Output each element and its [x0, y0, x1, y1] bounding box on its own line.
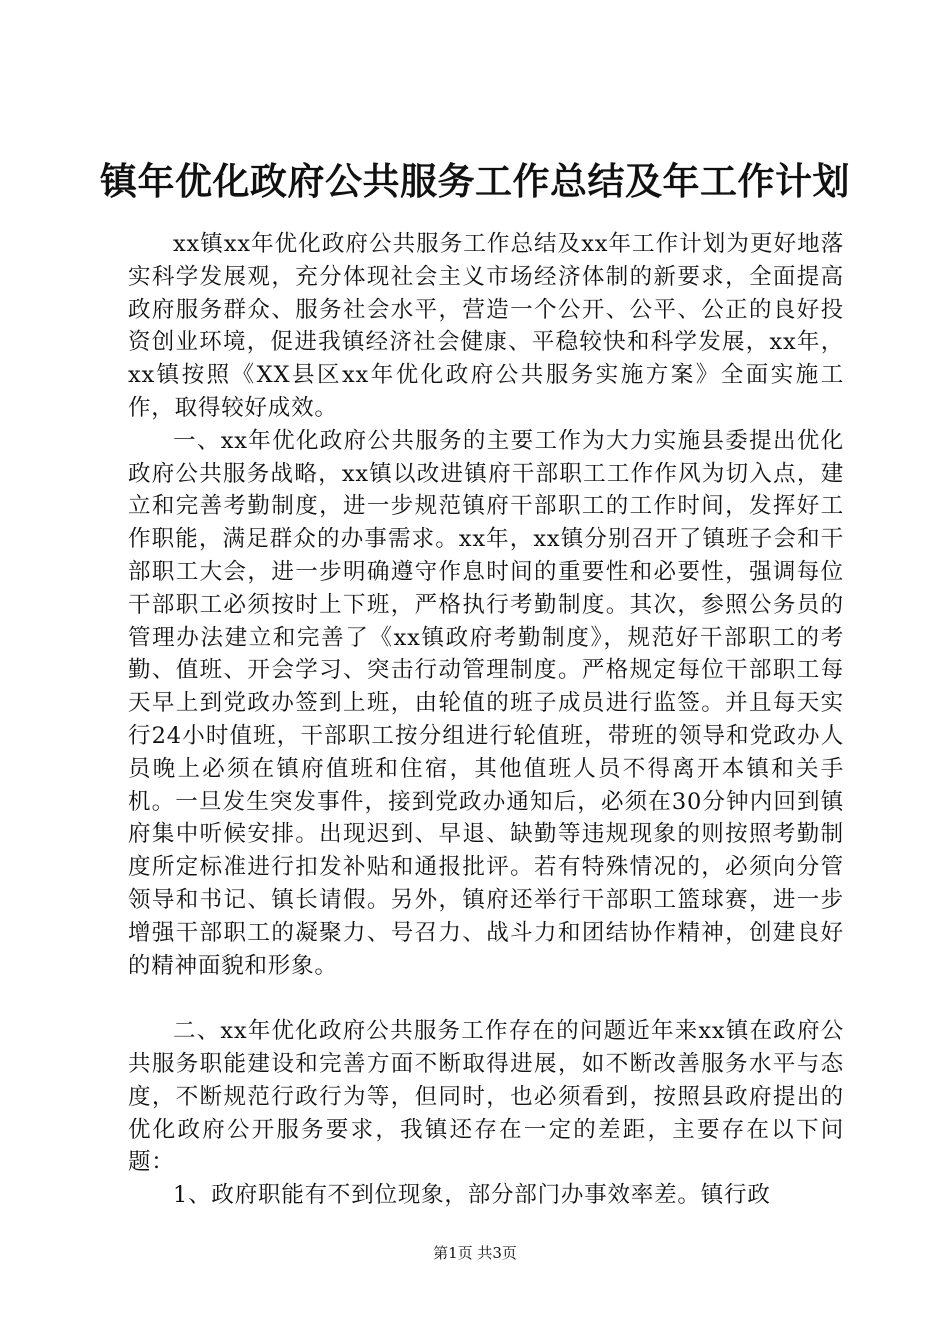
paragraph-section-one: 一、xx年优化政府公共服务的主要工作为大力实施县委提出优化政府公共服务战略，xx镇以改进镇府干部职工工作作风为切入点，建立和完善考勤制度，进一步规范镇府干部职工的工作时间，发挥好工作职能，满足群众的办事需求。xx年，xx镇分别召开了镇班子会和干部职工大会，进一步明确遵守作息时间的重要性和必要性，强调每位干部职工必须按时上下班，严格执行考勤制度。其次，参照公务员的管理办法建立和完善了《xx镇政府考勤制度》，规范好干部职工的考勤、值班、开会学习、突击行动管理制度。严格规定每位干部职工每天早上到党政办签到上班，由轮值的班子成员进行监签。并且每天实行24小时值班，干部职工按分组进行轮值班，带班的领导和党政办人员晚上必须在镇府值班和住宿，其他值班人员不得离开本镇和关手机。一旦发生突发事件，接到党政办通知后，必须在30分钟内回到镇府集中听候安排。出现迟到、早退、缺勤等违规现象的则按照考勤制度所定标准进行扣发补贴和通报批评。若有特殊情况的，必须向分管领导和书记、镇长请假。另外，镇府还举行干部职工篮球赛，进一步增强干部职工的凝聚力、号召力、战斗力和团结协作精神，创建良好的精神面貌和形象。: [128, 427, 844, 979]
paragraph-section-two: 二、xx年优化政府公共服务工作存在的问题近年来xx镇在政府公共服务职能建设和完善方面不断取得进展，如不断改善服务水平与态度，不断规范行政行为等，但同时，也必须看到，按照县政府提出的优化政府公开服务要求，我镇还存在一定的差距，主要存在以下问题：: [128, 1018, 844, 1176]
document-title: 镇年优化政府公共服务工作总结及年工作计划: [100, 160, 850, 203]
document-body: [128, 228, 844, 1212]
paragraph-item-one: 1、政府职能有不到位现象，部分部门办事效率差。镇行政: [173, 1182, 771, 1209]
paragraph-intro: xx镇xx年优化政府公共服务工作总结及xx年工作计划为更好地落实科学发展观，充分体现社会主义市场经济体制的新要求，全面提高政府服务群众、服务社会水平，营造一个公开、公平、公正的良好投资创业环境，促进我镇经济社会健康、平稳较快和科学发展，xx年，xx镇按照《XX县区xx年优化政府公共服务实施方案》全面实施工作，取得较好成效。: [128, 231, 844, 421]
page-footer: 第1页 共3页: [433, 1244, 517, 1262]
